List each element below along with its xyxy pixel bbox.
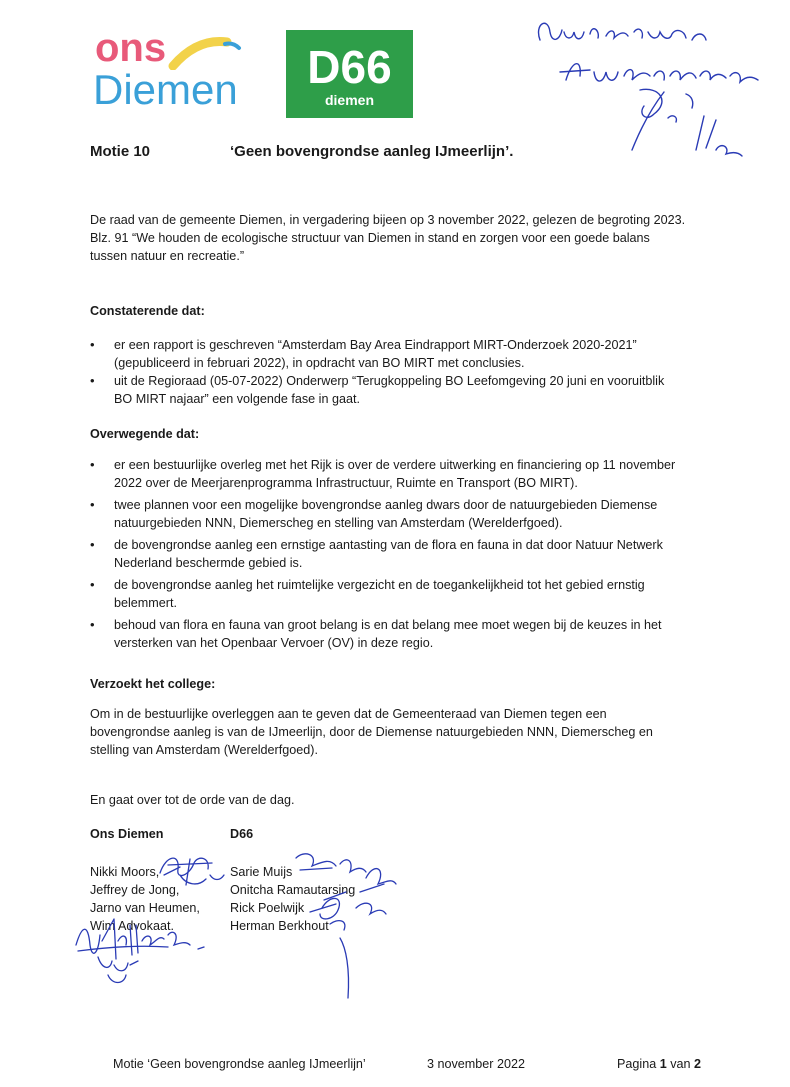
verzoekt-line: Om in de bestuurlijke overleggen aan te geven dat de Gemeenteraad van Diemen tegen een	[90, 707, 607, 721]
motion-title: ‘Geen bovengrondse aanleg IJmeerlijn’.	[230, 143, 514, 160]
ons-logo-arc-icon	[167, 36, 247, 70]
member-name: Sarie Muijs	[230, 865, 293, 879]
d66-logo-sub: diemen	[324, 92, 374, 108]
list-item-line: BO MIRT najaar” een volgende fase in gaat.	[114, 392, 360, 406]
closing-line: En gaat over tot de orde van de dag.	[90, 793, 295, 807]
list-item-line: • er een rapport is geschreven “Amsterdam Bay Area Eindrapport MIRT-Onderzoek 2020-2021”	[114, 338, 637, 352]
party-ons-diemen: Ons Diemen	[90, 827, 164, 841]
d66-logo	[286, 30, 413, 118]
footer-page-total: 2	[694, 1057, 702, 1071]
list-item-line: (gepubliceerd in februari 2022), in opdracht van BO MIRT met conclusies.	[114, 356, 525, 370]
member-name: Nikki Moors,	[90, 865, 160, 879]
footer-date: 3 november 2022	[427, 1057, 526, 1071]
list-item-line: • de bovengrondse aanleg een ernstige aantasting van de flora en fauna in dat door Natuur Netwerk	[114, 538, 663, 552]
member-name: Jeffrey de Jong,	[90, 883, 180, 897]
motion-number: Motie 10	[90, 143, 151, 160]
ons-diemen-logo	[93, 26, 263, 114]
intro-paragraph	[90, 211, 730, 265]
footer-page-mid: van	[670, 1057, 691, 1071]
verzoekt-line: stelling van Amsterdam (Werelderfgoed).	[90, 743, 318, 757]
footer-page-prefix: Pagina	[617, 1057, 657, 1071]
constaterende-list	[90, 336, 730, 408]
verzoekt-heading: Verzoekt het college:	[90, 677, 216, 691]
member-name: Herman Berkhout	[230, 919, 329, 933]
list-item	[90, 536, 730, 572]
footer-title: Motie ‘Geen bovengrondse aanleg IJmeerlijn’	[113, 1057, 366, 1071]
intro-line: tussen natuur en recreatie.”	[90, 249, 245, 263]
verzoekt-line: bovengrondse aanleg is van de IJmeerlijn, door de Diemense natuurgebieden NNN, Diemerscheg en	[90, 725, 653, 739]
list-item-line: versterken van het Openbaar Vervoer (OV) in deze regio.	[114, 636, 434, 650]
list-item-line: belemmert.	[114, 596, 177, 610]
ons-logo-diemen-word: Diemen	[93, 66, 238, 113]
signature-scribble-icon	[290, 848, 400, 1003]
list-item-line: • twee plannen voor een mogelijke bovengrondse aanleg dwars door de natuurgebieden Diemense	[114, 498, 658, 512]
member-name: Onitcha Ramautarsing	[230, 883, 356, 897]
list-item-line: • uit de Regioraad (05-07-2022) Onderwerp “Terugkoppeling BO Leefomgeving 20 juni en vooruitblik	[114, 374, 665, 388]
list-item	[90, 496, 730, 532]
overwegende-heading: Overwegende dat:	[90, 427, 200, 441]
party-d66: D66	[230, 827, 254, 841]
list-item	[90, 336, 730, 372]
footer-page-current: 1	[659, 1057, 667, 1071]
list-item	[90, 616, 730, 652]
intro-line: Blz. 91 “We houden de ecologische structuur van Diemen in stand en zorgen voor een goede balans	[90, 231, 650, 245]
member-name: Jarno van Heumen,	[90, 901, 200, 915]
member-name: Rick Poelwijk	[230, 901, 305, 915]
constaterende-heading: Constaterende dat:	[90, 304, 205, 318]
list-item	[90, 456, 730, 492]
list-item-line: natuurgebieden NNN, Diemerscheg en stelling van Amsterdam (Werelderfgoed).	[114, 516, 563, 530]
member-name: Wim Advokaat.	[90, 919, 174, 933]
handwritten-approval-note	[520, 10, 780, 170]
overwegende-list	[90, 456, 730, 652]
list-item	[90, 372, 730, 408]
verzoekt-paragraph	[90, 705, 710, 759]
intro-line: De raad van de gemeente Diemen, in vergadering bijeen op 3 november 2022, gelezen de begroting 2023.	[90, 213, 686, 227]
list-item	[90, 576, 730, 612]
list-item-line: • er een bestuurlijke overleg met het Rijk is over de verdere uitwerking en financiering op 11 november	[114, 458, 676, 472]
signature-scribble-icon	[68, 905, 218, 990]
signature-scribble-icon	[150, 845, 230, 895]
ons-logo-word: ons	[95, 26, 167, 70]
footer-page-number	[617, 1057, 701, 1071]
list-item-line: Nederland beschermde gebied is.	[114, 556, 303, 570]
d66-logo-main: D66	[307, 41, 392, 93]
list-item-line: • de bovengrondse aanleg het ruimtelijke vergezicht en de toegankelijkheid tot het gebied ernstig	[114, 578, 645, 592]
list-item-line: • behoud van flora en fauna van groot belang is en dat belang mee moet wegen bij de keuzes in het	[114, 618, 662, 632]
list-item-line: 2022 over de Meerjarenprogramma Infrastructuur, Ruimte en Transport (BO MIRT).	[114, 476, 578, 490]
